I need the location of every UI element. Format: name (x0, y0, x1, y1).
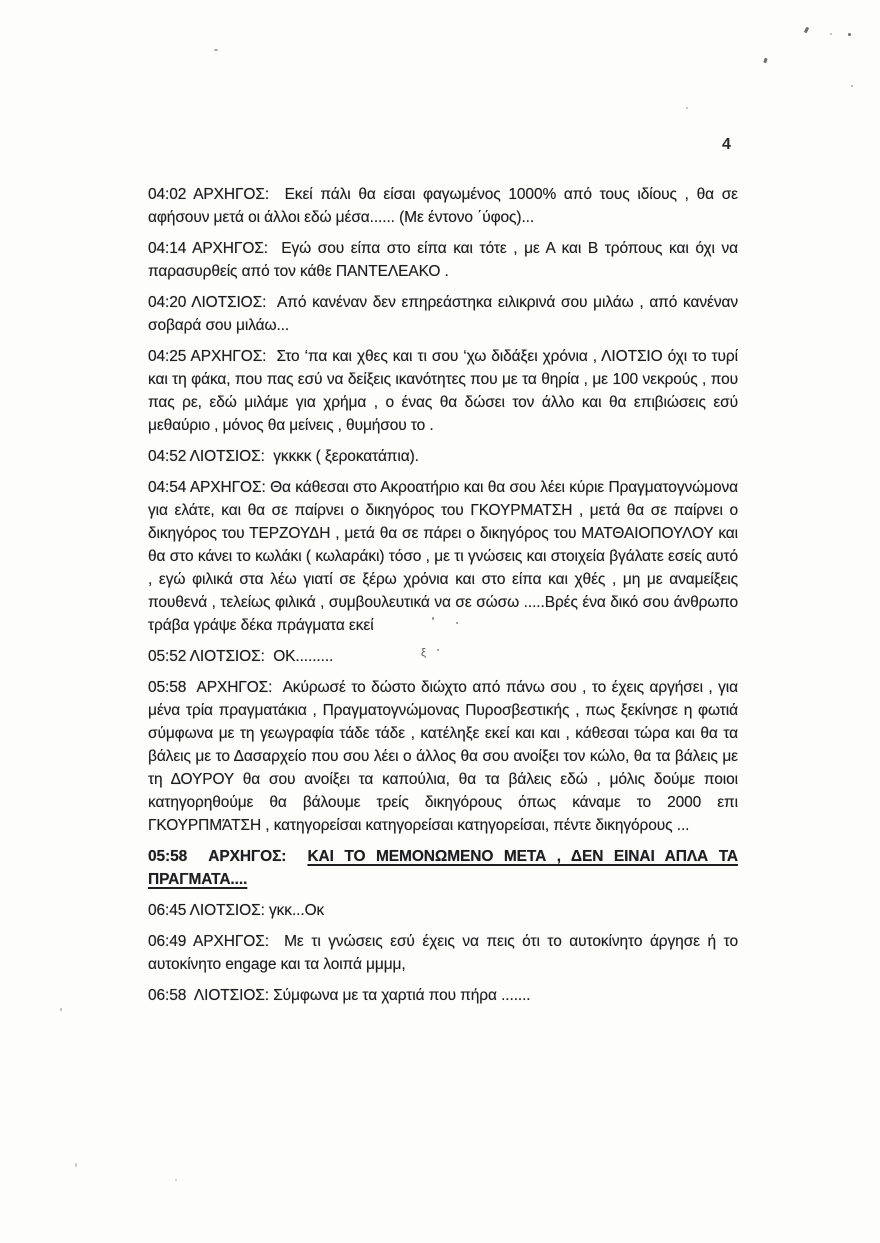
entry-time: 04:14 (148, 240, 187, 257)
entry-time: 04:25 (148, 348, 187, 365)
scan-speckle (763, 58, 768, 64)
entry-text: ΟΚ......... (273, 648, 334, 665)
transcript-entry (148, 445, 738, 468)
entry-time: 06:49 (148, 933, 187, 950)
scan-speckle (437, 649, 439, 651)
entry-time: 05:58 (148, 679, 187, 696)
entry-speaker: ΑΡΧΗΓΟΣ: (193, 186, 270, 203)
entry-text: Εγώ σου είπα στο είπα και τότε , με Α και Β τρόπους και όχι να παρασυρθείς από τον κάθε ΠΑΝΤΕΛΕΑΚΟ . (148, 240, 738, 280)
entry-speaker: ΑΡΧΗΓΟΣ: (190, 348, 267, 365)
transcript-entry (148, 183, 738, 229)
scan-speckle (830, 33, 832, 35)
entry-speaker: ΑΡΧΗΓΟΣ: (192, 240, 268, 257)
transcript-entry (148, 476, 738, 637)
transcript-entry (148, 676, 738, 837)
transcript-entry (148, 984, 738, 1007)
scan-speckle (175, 1179, 177, 1181)
entry-time: 05:58 (148, 848, 188, 865)
entry-time: 04:02 (148, 186, 187, 203)
transcript-entry (148, 291, 738, 337)
entry-speaker: ΑΡΧΗΓΟΣ: (189, 479, 266, 496)
entry-text: Στο ‘πα και χθες και τι σου ‘χω διδάξει χρόνια , ΛΙΟΤΣΙΟ όχι το τυρί και τη φάκα, που πας εσύ να δείξεις ικανότητες που με τα θηρία , με 100 νεκρούς , που πας ρε, εδώ μιλάμε για χρήμα , ο ένας θα δώσει τον άλλο και θα επιβιώσεις εσύ μεθαύριο , μόνος θα μείνεις , θυμήσου το . (148, 348, 738, 434)
entry-text: γκκ...Οκ (269, 902, 325, 919)
scan-speckle (851, 85, 853, 87)
transcript-entry (148, 345, 738, 437)
entry-speaker: ΛΙΟΤΣΙΟΣ: (189, 448, 265, 465)
entry-time: 04:52 (148, 448, 187, 465)
entry-speaker: ΛΙΟΤΣΙΟΣ: (189, 648, 265, 665)
entry-time: 04:20 (148, 294, 187, 311)
scan-artifact-mark: ξ (421, 647, 426, 659)
scan-speckle (456, 622, 458, 624)
entry-text: γκκκκ ( ξεροκατάπια). (273, 448, 419, 465)
entry-time: 06:45 (148, 902, 187, 919)
transcript-body (148, 183, 738, 1015)
scan-speckle (214, 49, 218, 51)
transcript-entry-emphasized (148, 845, 738, 891)
entry-text-underlined: ΚΑΙ ΤΟ ΜΕΜΟΝΩΜΕΝΟ ΜΕΤΑ , ΔΕΝ ΕΙΝΑΙ ΑΠΛΑ ΤΑ ΠΡΑΓΜΑΤΑ.... (148, 848, 739, 888)
entry-speaker: ΑΡΧΗΓΟΣ: (208, 848, 287, 865)
entry-text: Ακύρωσέ το δώστο διώχτο από πάνω σου , το έχεις αργήσει , για μένα τρία πραγματάκια , Πραγματογνώμονας Πυροσβεστικής , πως ξεκίνησε η φωτιά σύμφωνα με τη γεωγραφία τάδε τάδε , κατέληξε εκεί και και , κάθεσαι τώρα και θα τα βάλεις με το Δασαρχείο που σου λέει ο άλλος θα σου ανοίξει τον κώλο, θα τα βάλεις με τη ΔΟΥΡΟΥ θα σου ανοίξει τα καπούλια, θα τα βάλεις εδώ , μόλις δούμε ποιοι κατηγορηθούμε θα βάλουμε τρείς δικηγόρους όπως κάναμε το 2000 επι ΓΚΟΥΡΠΜΆΤΣΗ , κατηγορείσαι κατηγορείσαι κατηγορείσαι, πέντε δικηγόρους ... (148, 679, 739, 834)
entry-text: Εκεί πάλι θα είσαι φαγωμένος 1000% από τους ιδίους , θα σε αφήσουν μετά οι άλλοι εδώ μέσα...... (Με έντονο ΄ύφος)... (148, 186, 738, 226)
scan-speckle (75, 1163, 77, 1167)
scan-speckle (432, 617, 434, 620)
scan-speckle (60, 1008, 62, 1011)
entry-text: Σύμφωνα με τα χαρτιά που πήρα ....... (273, 987, 531, 1004)
entry-time: 06:58 (148, 987, 187, 1004)
transcript-entry (148, 930, 738, 976)
entry-speaker: ΑΡΧΗΓΟΣ: (196, 679, 273, 696)
entry-speaker: ΛΙΟΤΣΙΟΣ: (191, 294, 267, 311)
entry-speaker: ΛΙΟΤΣΙΟΣ: (193, 987, 269, 1004)
scan-speckle (848, 33, 851, 36)
entry-text: Από κανέναν δεν επηρεάστηκα ειλικρινά σου μιλάω , από κανέναν σοβαρά σου μιλάω... (148, 294, 738, 334)
page-number: 4 (722, 136, 731, 153)
entry-speaker: ΛΙΟΤΣΙΟΣ: (189, 902, 265, 919)
scan-speckle (804, 27, 809, 34)
entry-time: 04:54 (148, 479, 187, 496)
entry-text: Με τι γνώσεις εσύ έχεις να πεις ότι το αυτοκίνητο άργησε ή το αυτοκίνητο engage και τα λοιπά μμμμ, (148, 933, 738, 973)
entry-time: 05:52 (148, 648, 187, 665)
transcript-entry (148, 645, 738, 668)
entry-text: Θα κάθεσαι στο Ακροατήριο και θα σου λέει κύριε Πραγματογνώμονα για ελάτε, και θα σε παίρνει ο δικηγόρος του ΓΚΟΥΡΜΑΤΣΗ , μετά θα σε παίρνει ο δικηγόρος του ΤΕΡΖΟΥΔΗ , μετά θα σε πάρει ο δικηγόρος του ΜΑΤΘΑΙΟΠΟΥΛΟΥ και θα στο κάνει το κωλάκι ( κωλαράκι) τόσο , με τι γνώσεις και στοιχεία βγάλατε εσείς αυτό , εγώ φιλικά στα λέω γιατί σε ξέρω χρόνια και στο είπα και χθές , μη με αναμείξεις πουθενά , τελείως φιλικά , συμβουλευτικά να σε σώσω .....Βρές ένα δικό σου άνθρωπο τράβα γράψε δέκα πράγματα εκεί (148, 479, 738, 634)
scan-speckle (686, 107, 688, 109)
transcript-entry (148, 237, 738, 283)
entry-speaker: ΑΡΧΗΓΟΣ: (193, 933, 269, 950)
transcript-entry (148, 899, 738, 922)
